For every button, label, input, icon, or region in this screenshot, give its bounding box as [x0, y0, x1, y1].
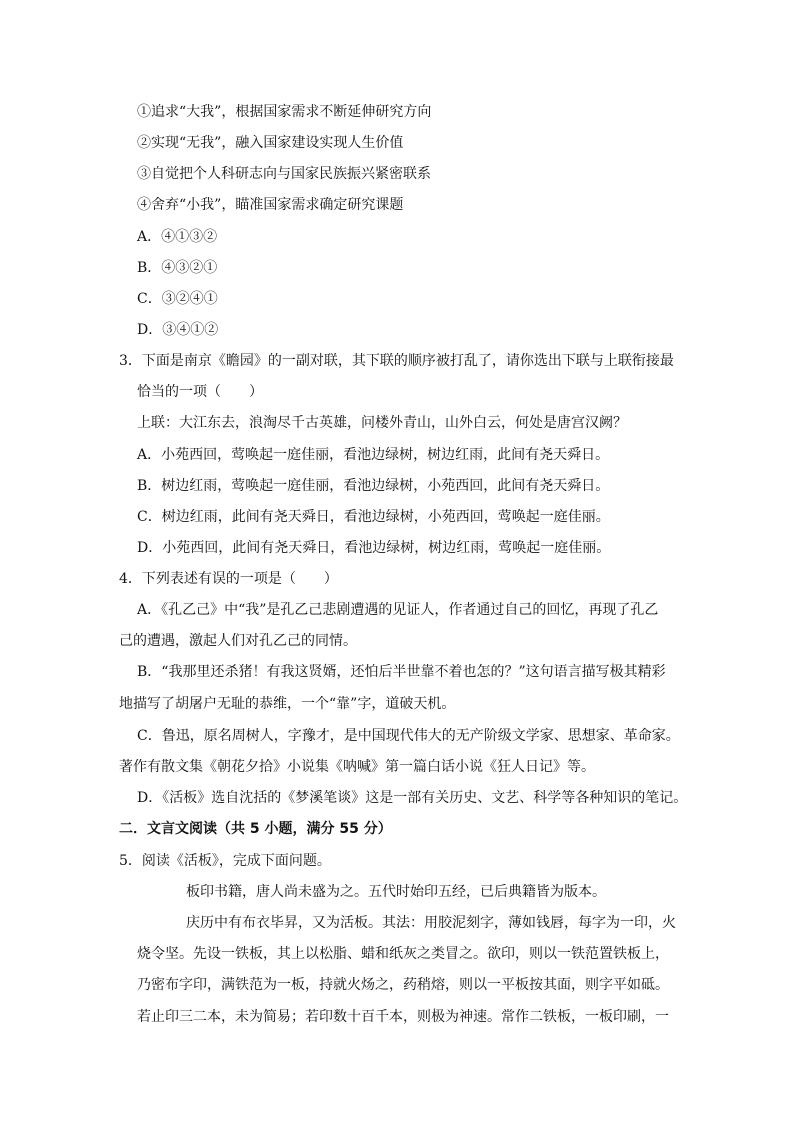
passage-line: 若止印三二本，未为简易；若印数十百千本，则极为神速。常作二铁板，一板印刷，一	[137, 1009, 669, 1025]
q4-choice-a: A．《孔乙己》中“我”是孔乙己悲剧遭遇的见证人，作者通过自己的回忆，再现了孔乙	[137, 602, 659, 618]
q3-choice-c: C．树边红雨，此间有尧天舜日，看池边绿树，小苑西回，莺唤起一庭佳丽。	[137, 509, 610, 525]
passage-paragraph-2: 庆历中有布衣毕昇，又为活板。其法：用胶泥刻字，薄如钱唇，每字为一印，火	[186, 915, 676, 931]
q3-upper-couplet: 上联：大江东去，浪淘尽千古英雄，问楼外青山，山外白云，何处是唐宫汉阙？	[137, 415, 627, 431]
passage-line: 乃密布字印，满铁范为一板，持就火炀之，药稍熔，则以一平板按其面，则字平如砥。	[137, 977, 669, 993]
q3-choice-d: D．小苑西回，此间有尧天舜日，看池边绿树，树边红雨，莺唤起一庭佳丽。	[137, 540, 611, 556]
statement-3: ③自觉把个人科研志向与国家民族振兴紧密联系	[137, 166, 431, 182]
q4-choice-b-cont: 地描写了胡屠户无耻的恭维，一个“靠”字，道破天机。	[119, 696, 456, 712]
q4-choice-c: C．鲁迅，原名周树人，字豫才，是中国现代伟大的无产阶级文学家、思想家、革命家。	[137, 728, 680, 744]
choice-c: C．③②④①	[137, 291, 218, 307]
choice-d: D．③④①②	[137, 322, 219, 338]
q4-choice-c-cont: 著作有散文集《朝花夕拾》小说集《呐喊》第一篇白话小说《狂人日记》等。	[119, 759, 595, 775]
passage-line: 烧令坚。先设一铁板，其上以松脂、蜡和纸灰之类冒之。欲印，则以一铁范置铁板上，	[137, 946, 669, 962]
statement-2: ②实现“无我”，融入国家建设实现人生价值	[137, 135, 404, 151]
q4-choice-d: D．《活板》选自沈括的《梦溪笔谈》这是一部有关历史、文艺、科学等各种知识的笔记。	[137, 790, 688, 806]
choice-a: A．④①③②	[137, 229, 218, 245]
choice-b: B．④③②①	[137, 260, 218, 276]
q5-stem: 5．阅读《活板》，完成下面问题。	[119, 853, 331, 869]
q4-choice-b: B．“我那里还杀猪！有我这贤婿，还怕后半世靠不着也怎的？”这句语言描写极其精彩	[137, 664, 666, 680]
q4-stem: 4．下列表述有误的一项是（ ）	[119, 571, 338, 587]
q4-choice-a-cont: 己的遭遇，激起人们对孔乙己的同情。	[119, 633, 357, 649]
q3-stem-cont: 恰当的一项（ ）	[137, 384, 263, 400]
q3-choice-b: B．树边红雨，莺唤起一庭佳丽，看池边绿树，小苑西回，此间有尧天舜日。	[137, 478, 610, 494]
passage-paragraph-1: 板印书籍，唐人尚未盛为之。五代时始印五经，已后典籍皆为版本。	[186, 884, 606, 900]
statement-4: ④舍弃“小我”，瞄准国家需求确定研究课题	[137, 197, 404, 213]
q3-choice-a: A．小苑西回，莺唤起一庭佳丽，看池边绿树，树边红雨，此间有尧天舜日。	[137, 447, 610, 463]
section-heading: 二．文言文阅读（共 5 小题，满分 55 分）	[119, 821, 392, 837]
q3-stem: 3．下面是南京《瞻园》的一副对联，其下联的顺序被打乱了，请你选出下联与上联衔接最	[119, 353, 674, 369]
statement-1: ①追求“大我”，根据国家需求不断延伸研究方向	[137, 104, 432, 120]
